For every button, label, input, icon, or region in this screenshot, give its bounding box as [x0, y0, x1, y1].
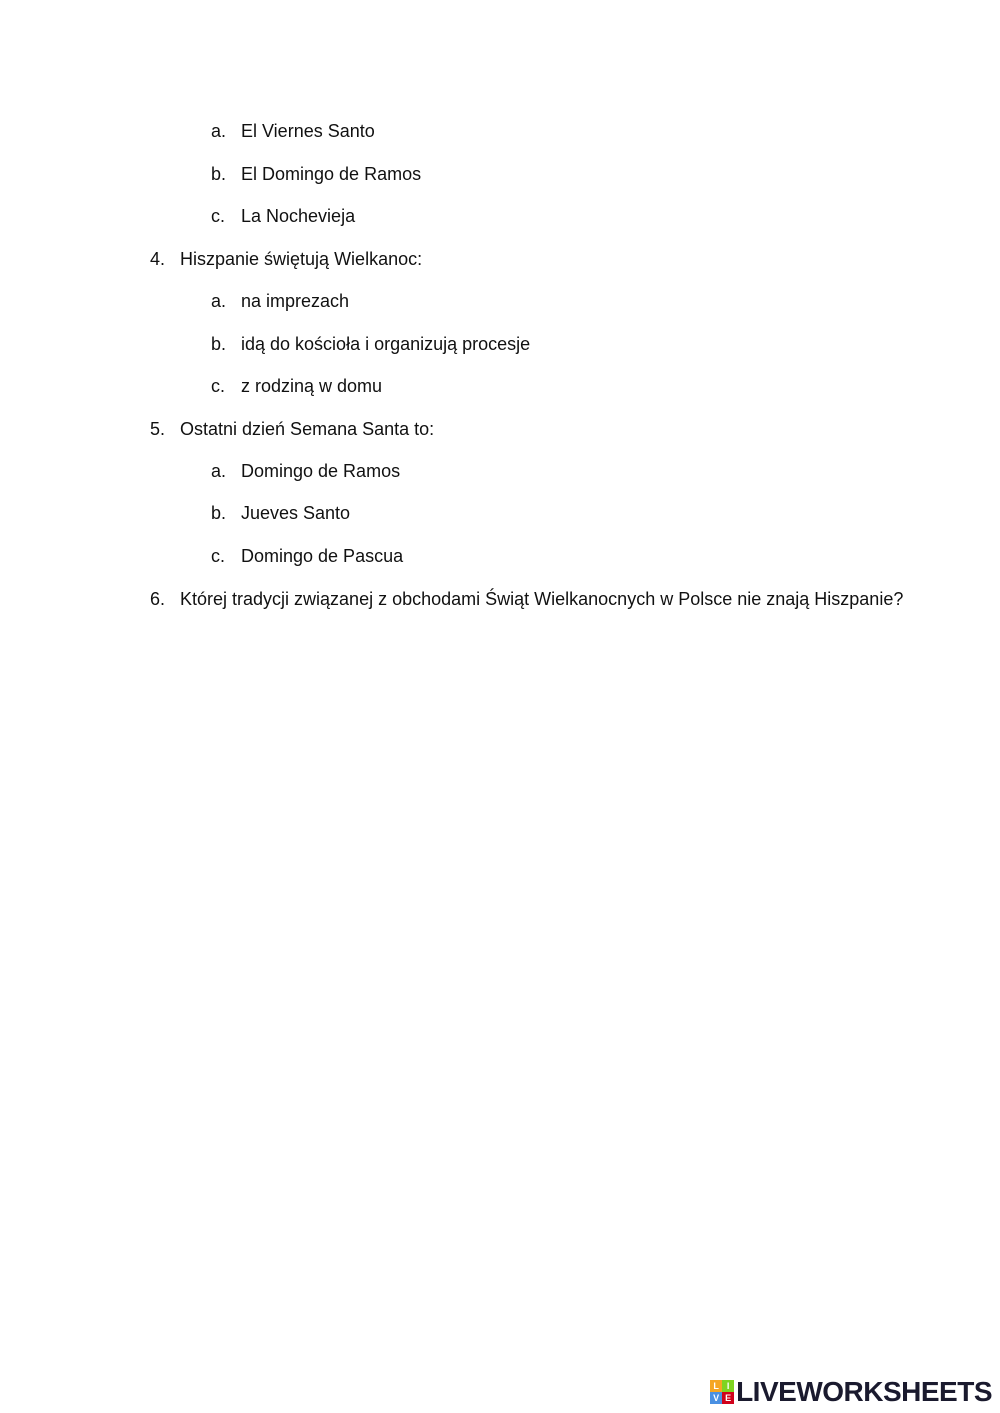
option-marker: b. [211, 334, 227, 354]
question-4 [150, 248, 422, 270]
question-6 [150, 588, 903, 610]
logo-mark-letter: E [722, 1392, 734, 1404]
option-3b [211, 163, 421, 185]
option-text: El Viernes Santo [241, 121, 375, 141]
option-marker: c. [211, 206, 226, 226]
question-text: Której tradycji związanej z obchodami Świąt Wielkanocnych w Polsce nie znają Hiszpanie? [180, 589, 904, 609]
option-4a [211, 290, 349, 312]
logo-text: LIVEWORKSHEETS [736, 1376, 992, 1407]
option-3c [211, 205, 355, 227]
option-marker: c. [211, 546, 226, 566]
logo-mark-letter: I [722, 1380, 734, 1392]
option-marker: a. [211, 461, 227, 481]
option-text: z rodziną w domu [241, 376, 383, 396]
question-5 [150, 418, 434, 440]
option-text: Domingo de Pascua [241, 546, 404, 566]
option-3a [211, 120, 375, 142]
option-marker: a. [211, 121, 227, 141]
option-4c [211, 375, 382, 397]
logo-mark-letter: V [710, 1392, 722, 1404]
question-text: Hiszpanie świętują Wielkanoc: [180, 249, 423, 269]
option-text: idą do kościoła i organizują procesje [241, 334, 531, 354]
option-text: La Nochevieja [241, 206, 356, 226]
option-text: Jueves Santo [241, 503, 351, 523]
question-number: 5. [150, 419, 166, 439]
option-marker: b. [211, 503, 227, 523]
option-marker: b. [211, 164, 227, 184]
option-marker: a. [211, 291, 227, 311]
option-text: Domingo de Ramos [241, 461, 401, 481]
question-number: 6. [150, 589, 166, 609]
option-5c [211, 545, 403, 567]
option-text: El Domingo de Ramos [241, 164, 422, 184]
liveworksheets-logo [710, 1377, 992, 1407]
question-number: 4. [150, 249, 166, 269]
option-4b [211, 333, 530, 355]
option-5b [211, 502, 350, 524]
option-text: na imprezach [241, 291, 350, 311]
liveworksheets-mark-icon [710, 1380, 734, 1404]
logo-mark-letter: L [710, 1380, 722, 1392]
option-marker: c. [211, 376, 226, 396]
option-5a [211, 460, 400, 482]
question-text: Ostatni dzień Semana Santa to: [180, 419, 435, 439]
